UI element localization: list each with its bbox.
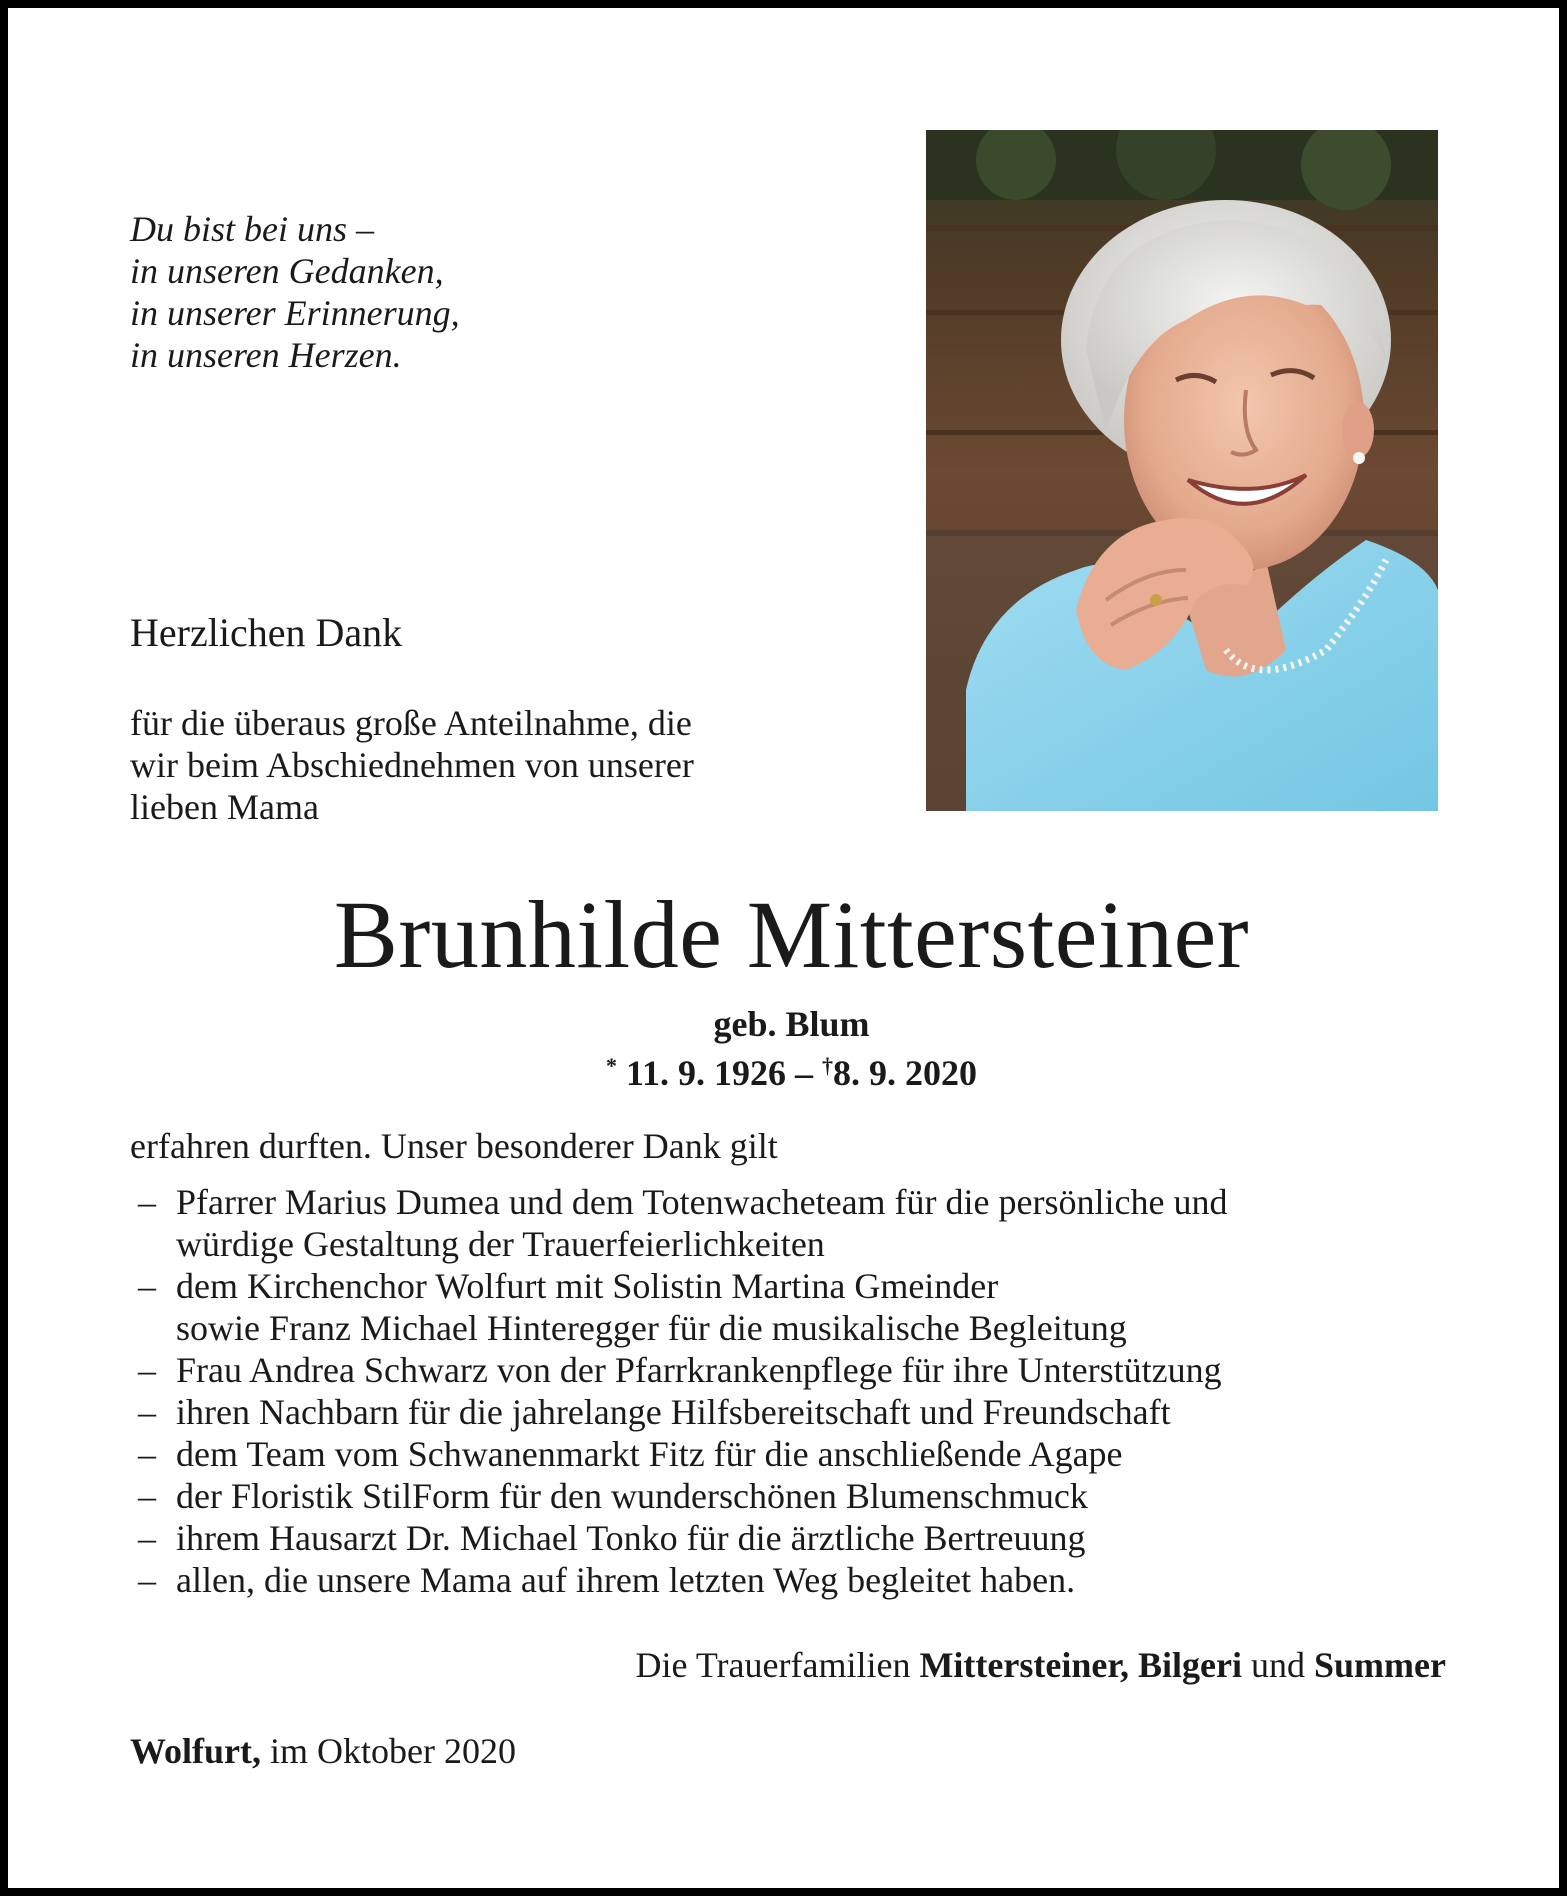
deceased-name: Brunhilde Mittersteiner	[333, 881, 1250, 988]
list-dash: –	[138, 1434, 156, 1474]
list-item	[130, 1265, 1460, 1349]
list-item	[130, 1181, 1460, 1265]
place-date	[130, 1730, 516, 1772]
date-separator: –	[795, 1053, 813, 1093]
poem-line: Du bist bei uns –	[130, 209, 375, 249]
list-dash: –	[138, 1560, 156, 1600]
list-item-line: dem Team vom Schwanenmarkt Fitz für die anschließende Agape	[176, 1434, 1123, 1474]
family-name: Mittersteiner,	[919, 1645, 1130, 1685]
list-item	[130, 1349, 1460, 1391]
body-intro: erfahren durften. Unser besonderer Dank gilt	[130, 1126, 778, 1166]
maiden-name: geb. Blum	[713, 1004, 870, 1044]
signature-prefix: Die Trauerfamilien	[635, 1645, 911, 1685]
life-dates	[8, 1045, 1567, 1094]
list-item	[130, 1433, 1460, 1475]
thanks-line: für die überaus große Anteilnahme, die	[130, 703, 692, 743]
poem-line: in unserer Erinnerung,	[130, 293, 460, 333]
birth-date: 11. 9. 1926	[625, 1053, 786, 1093]
list-item	[130, 1391, 1460, 1433]
list-item	[130, 1559, 1460, 1601]
thanks-line: wir beim Abschiednehmen von unserer	[130, 745, 694, 785]
birth-symbol: *	[605, 1053, 617, 1078]
signature-joiner: und	[1251, 1645, 1306, 1685]
list-dash: –	[138, 1266, 156, 1306]
list-item	[130, 1475, 1460, 1517]
list-item-line: würdige Gestaltung der Trauerfeierlichkeiten	[176, 1224, 825, 1264]
poem	[130, 208, 570, 376]
list-item-line: dem Kirchenchor Wolfurt mit Solistin Martina Gmeinder	[176, 1266, 999, 1306]
list-dash: –	[138, 1350, 156, 1390]
list-dash: –	[138, 1518, 156, 1558]
poem-line: in unseren Gedanken,	[130, 251, 444, 291]
poem-line: in unseren Herzen.	[130, 335, 402, 375]
family-name: Summer	[1314, 1645, 1446, 1685]
place: Wolfurt,	[130, 1731, 261, 1771]
list-item-line: Frau Andrea Schwarz von der Pfarrkrankenpflege für ihre Unterstützung	[176, 1350, 1222, 1390]
death-date: 8. 9. 2020	[833, 1053, 977, 1093]
list-item-line: der Floristik StilForm für den wunderschönen Blumenschmuck	[176, 1476, 1088, 1516]
list-item-line: Pfarrer Marius Dumea und dem Totenwacheteam für die persönliche und	[176, 1182, 1228, 1222]
list-dash: –	[138, 1476, 156, 1516]
date: im Oktober 2020	[270, 1731, 516, 1771]
list-item	[130, 1517, 1460, 1559]
thanks-text	[130, 702, 890, 828]
death-symbol: †	[822, 1053, 833, 1078]
thanks-list	[130, 1181, 1460, 1601]
signature	[8, 1644, 1446, 1686]
list-item-line: sowie Franz Michael Hinteregger für die musikalische Begleitung	[176, 1308, 1127, 1348]
thanks-heading: Herzlichen Dank	[130, 610, 403, 655]
thanks-line: lieben Mama	[130, 787, 319, 827]
family-name: Bilgeri	[1138, 1645, 1243, 1685]
list-item-line: allen, die unsere Mama auf ihrem letzten Weg begleitet haben.	[176, 1560, 1076, 1600]
list-dash: –	[138, 1182, 156, 1222]
list-dash: –	[138, 1392, 156, 1432]
list-item-line: ihren Nachbarn für die jahrelange Hilfsbereitschaft und Freundschaft	[176, 1392, 1171, 1432]
list-item-line: ihrem Hausarzt Dr. Michael Tonko für die ärztliche Bertreuung	[176, 1518, 1086, 1558]
portrait-photo	[926, 130, 1438, 811]
